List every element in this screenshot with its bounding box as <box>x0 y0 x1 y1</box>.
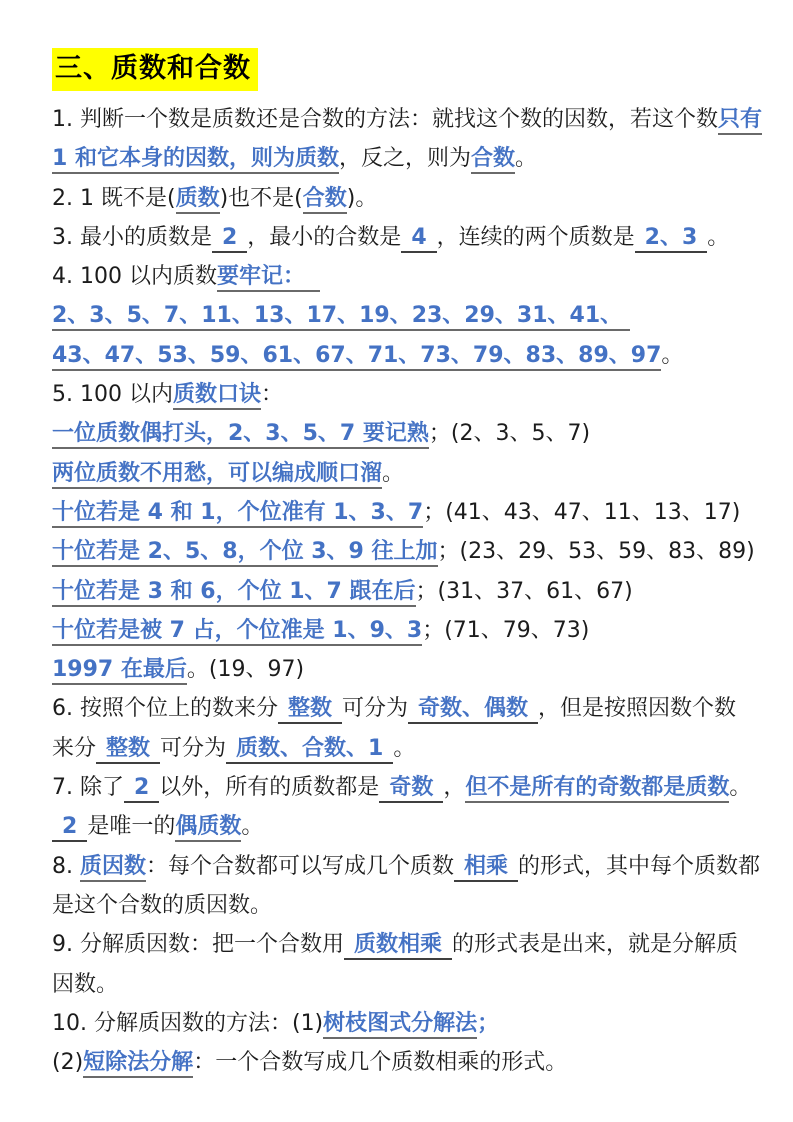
text-line <box>52 611 753 650</box>
emphasis-underlined-text: 但不是所有的奇数都是质数 <box>465 775 729 803</box>
body-text: 以外，所有的质数都是 <box>159 775 380 801</box>
fill-in-blank-answer: 2 <box>52 814 87 842</box>
body-text: ，但是按照因数个数 <box>538 696 737 722</box>
body-text: ， <box>443 775 466 801</box>
body-text: 。 <box>393 735 416 761</box>
body-text: 5. 100 以内 <box>52 382 173 408</box>
body-text: 可分为 <box>342 696 409 722</box>
fill-in-blank-answer: 2 <box>124 775 159 803</box>
body-text: (2) <box>52 1050 84 1076</box>
text-line <box>52 139 753 178</box>
emphasis-underlined-text: 短除法分解 <box>83 1050 193 1078</box>
body-text: 3. 最小的质数是 <box>52 224 212 250</box>
body-text: 因数。 <box>52 971 119 997</box>
body-text: 可分为 <box>160 735 227 761</box>
section-title: 三、质数和合数 <box>52 48 258 91</box>
text-line <box>52 886 753 925</box>
body-text: ：每个合数都可以写成几个质数 <box>146 853 455 879</box>
body-text: )。 <box>346 185 378 211</box>
body-text: ；(31、37、61、67) <box>415 578 633 604</box>
body-text: 9. 分解质因数：把一个合数用 <box>52 932 344 958</box>
emphasis-underlined-text: 合数 <box>303 186 347 214</box>
fill-in-blank-answer: 相乘 <box>454 854 518 882</box>
body-text: 8. <box>52 853 80 879</box>
fill-in-blank-answer: 2 <box>212 225 247 253</box>
body-text: 。 <box>729 775 752 801</box>
body-text: 是唯一的 <box>87 814 176 840</box>
body-text: 的形式，其中每个质数都 <box>518 853 761 879</box>
text-line <box>52 454 753 493</box>
body-text: ；(41、43、47、11、13、17) <box>423 499 741 525</box>
text-line <box>52 532 753 571</box>
emphasis-underlined-text: 十位若是 3 和 6，个位 1、7 跟在后 <box>52 579 416 607</box>
text-line <box>52 493 753 532</box>
fill-in-blank-answer: 整数 <box>96 736 160 764</box>
fill-in-blank-answer: 整数 <box>278 696 342 724</box>
text-line <box>52 965 753 1004</box>
body-text: 。 <box>515 146 538 172</box>
fill-in-blank-answer: 质数相乘 <box>344 932 452 960</box>
body-text: 7. 除了 <box>52 775 124 801</box>
text-line <box>52 768 753 807</box>
emphasis-underlined-text: 一位质数偶打头，2、3、5、7 要记熟 <box>52 421 429 449</box>
emphasis-underlined-text: 质数口诀 <box>173 382 261 410</box>
emphasis-underlined-text: 偶质数 <box>175 814 241 842</box>
text-line <box>52 414 753 453</box>
emphasis-underlined-text: 树枝图式分解法 <box>323 1011 477 1039</box>
emphasis-text: ； <box>477 1010 500 1036</box>
body-text: ，连续的两个质数是 <box>436 224 635 250</box>
fill-in-blank-answer: 奇数 <box>379 775 443 803</box>
body-text: 。 <box>661 342 684 368</box>
body-text: ；(71、79、73) <box>422 617 590 643</box>
body-text: ： <box>260 382 283 408</box>
document-body <box>52 100 763 1082</box>
text-line <box>52 336 753 375</box>
body-text: ，反之，则为 <box>338 146 471 172</box>
fill-in-blank-answer: 4 <box>401 225 436 253</box>
text-line <box>52 1004 753 1043</box>
body-text: 。(19、97) <box>186 657 305 683</box>
body-text: 的形式表是出来，就是分解质 <box>452 932 739 958</box>
fill-in-blank-answer: 奇数、偶数 <box>408 696 538 724</box>
body-text: 2. 1 既不是( <box>52 185 176 211</box>
text-line <box>52 925 753 964</box>
emphasis-underlined-text: 43、47、53、59、61、67、71、73、79、83、89、97 <box>52 343 661 371</box>
emphasis-underlined-text: 只有 <box>718 107 762 135</box>
body-text: 是这个合数的质因数。 <box>52 892 273 918</box>
text-line <box>52 218 753 257</box>
fill-in-blank-answer: 2、3 <box>635 225 708 253</box>
body-text: 1. 判断一个数是质数还是合数的方法：就找这个数的因数，若这个数 <box>52 107 718 132</box>
text-line <box>52 257 753 296</box>
body-text: 。 <box>382 460 405 486</box>
text-line <box>52 650 753 689</box>
body-text: 来分 <box>52 735 97 761</box>
body-text: )也不是( <box>219 185 303 211</box>
body-text: 。 <box>707 224 730 250</box>
emphasis-underlined-text: 2、3、5、7、11、13、17、19、23、29、31、41、 <box>52 303 630 331</box>
text-line <box>52 689 753 728</box>
emphasis-underlined-text: 1 和它本身的因数，则为质数 <box>52 146 339 174</box>
body-text: ：一个合数写成几个质数相乘的形式。 <box>193 1050 568 1076</box>
text-line <box>52 729 753 768</box>
body-text: 10. 分解质因数的方法：(1) <box>52 1010 324 1036</box>
body-text: ；(23、29、53、59、83、89) <box>437 539 755 565</box>
emphasis-underlined-text: 要牢记： <box>217 264 320 292</box>
text-line <box>52 296 753 335</box>
emphasis-underlined-text: 1997 在最后 <box>52 657 187 685</box>
emphasis-underlined-text: 十位若是 4 和 1，个位准有 1、3、7 <box>52 500 423 528</box>
text-line <box>52 847 761 886</box>
text-line <box>52 1043 753 1082</box>
text-line <box>52 572 753 611</box>
fill-in-blank-answer: 质数、合数、1 <box>226 736 393 764</box>
emphasis-underlined-text: 质因数 <box>80 854 146 882</box>
text-line <box>52 807 753 846</box>
emphasis-underlined-text: 合数 <box>471 146 515 174</box>
text-line <box>52 179 753 218</box>
body-text: 4. 100 以内质数 <box>52 264 217 290</box>
body-text: 6. 按照个位上的数来分 <box>52 696 278 722</box>
emphasis-underlined-text: 十位若是 2、5、8，个位 3、9 往上加 <box>52 539 438 567</box>
emphasis-underlined-text: 十位若是被 7 占，个位准是 1、9、3 <box>52 618 422 646</box>
body-text: ，最小的合数是 <box>247 224 402 250</box>
body-text: ；(2、3、5、7) <box>428 421 591 447</box>
emphasis-underlined-text: 质数 <box>176 186 220 214</box>
body-text: 。 <box>241 814 264 840</box>
text-line <box>52 375 753 414</box>
text-line <box>52 100 763 139</box>
emphasis-underlined-text: 两位质数不用愁，可以编成顺口溜 <box>52 461 382 489</box>
